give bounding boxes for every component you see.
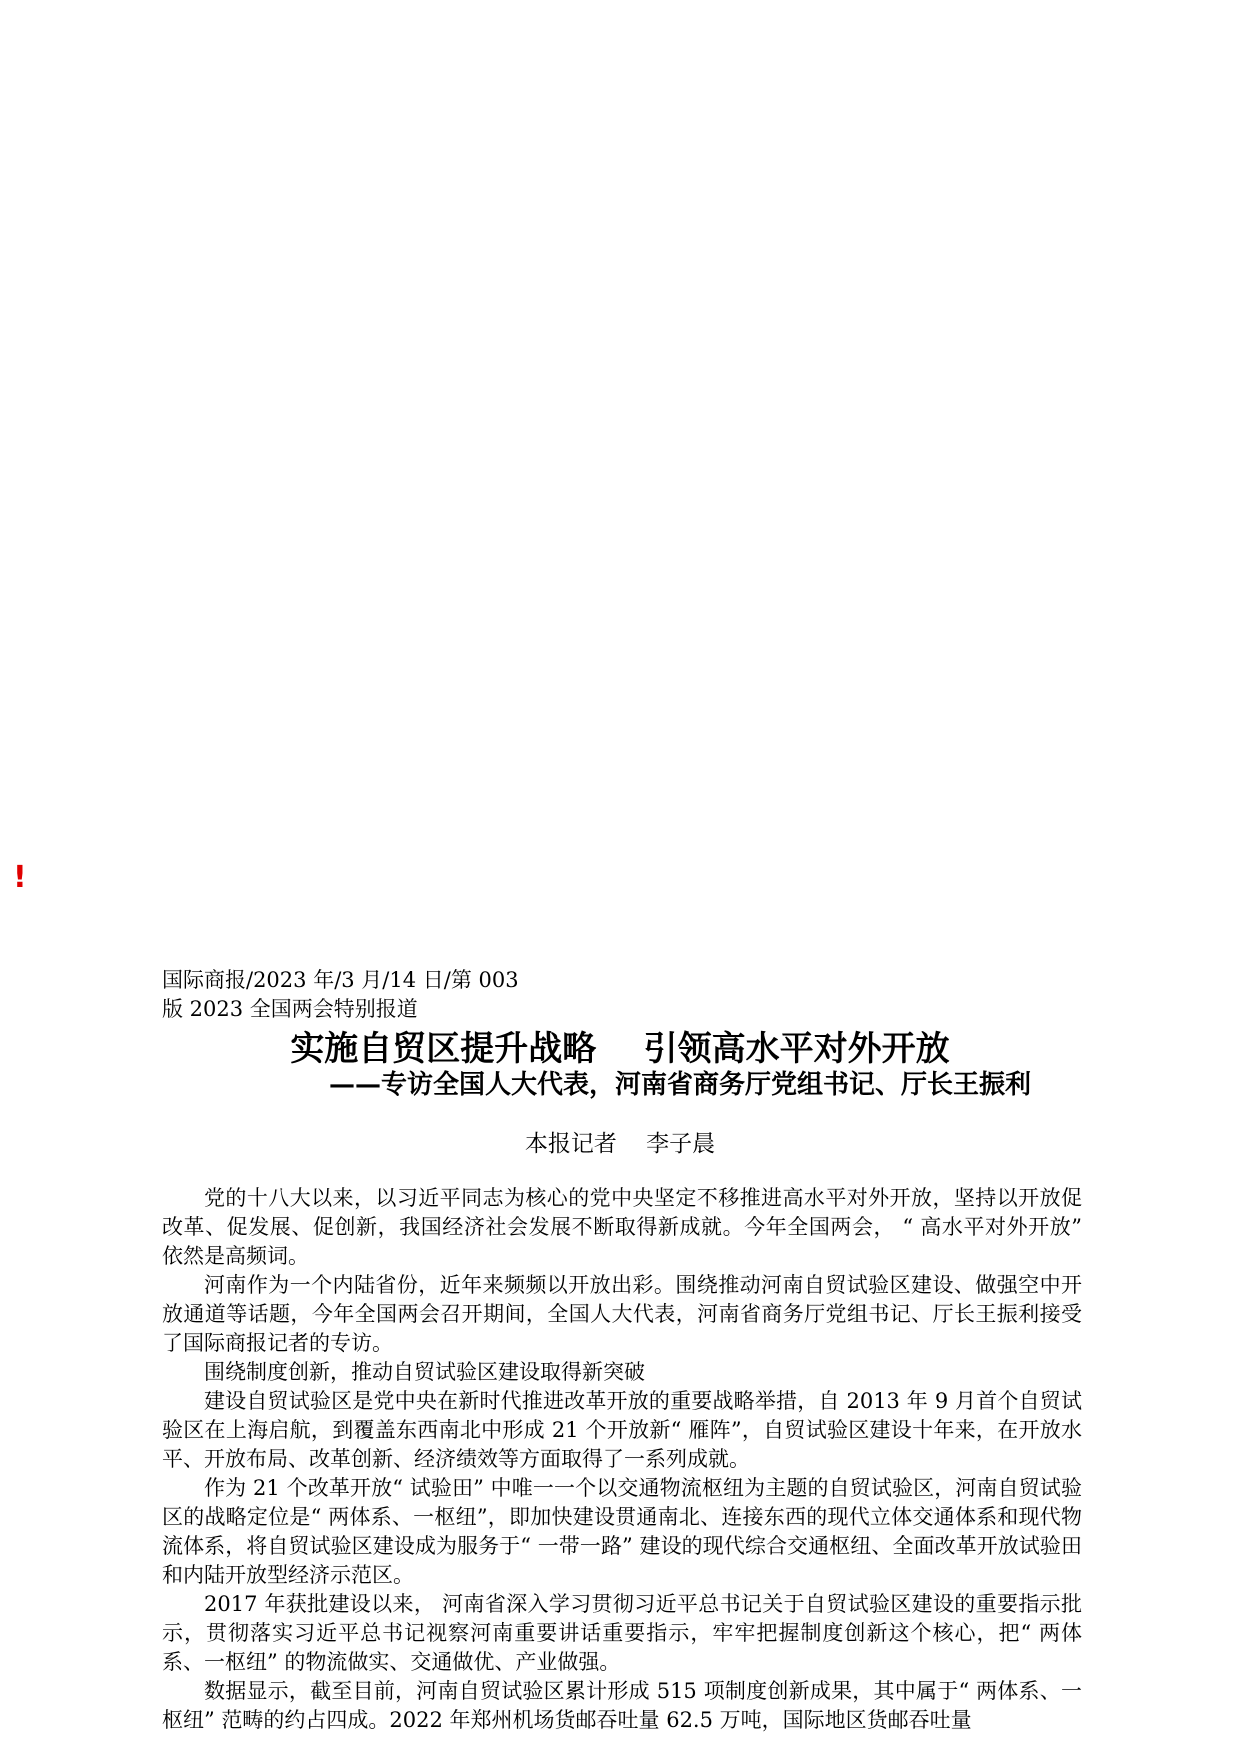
article-subtitle (0, 1068, 1240, 1102)
article-subtitle-text: ——专访全国人大代表，河南省商务厅党组书记、厅长王振利 (328, 1070, 1031, 1100)
publication-info: 国际商报/2023 年/3 月/14 日/第 003 (162, 968, 519, 992)
body-paragraph: 党的十八大以来，以习近平同志为核心的党中央坚定不移推进高水平对外开放，坚持以开放促改革、促发展、促创新，我国经济社会发展不断取得新成就。今年全国两会， “ 高水平对外开放” 依然是高频词。 (162, 1186, 1082, 1268)
margin-mark: ! (13, 860, 27, 895)
body-paragraph: 作为 21 个改革开放“ 试验田” 中唯一一个以交通物流枢纽为主题的自贸试验区，河南自贸试验区的战略定位是“ 两体系、一枢纽”，即加快建设贯通南北、连接东西的现代立体交通体系和现代物流体系，将自贸试验区建设成为服务于“ 一带一路” 建设的现代综合交通枢纽、全面改革开放试验田和内陆开放型经济示范区。 (162, 1476, 1082, 1587)
section-heading: 围绕制度创新，推动自贸试验区建设取得新突破 (204, 1360, 645, 1384)
article-byline: 本报记者 李子晨 (524, 1131, 716, 1157)
body-paragraph: 建设自贸试验区是党中央在新时代推进改革开放的重要战略举措，自 2013 年 9 月首个自贸试验区在上海启航，到覆盖东西南北中形成 21 个开放新“ 雁阵”，自贸试验区建设十年来，在开放水平、开放布局、改革创新、经济绩效等方面取得了一系列成就。 (162, 1389, 1082, 1471)
article-title: 实施自贸区提升战略 引领高水平对外开放 (290, 1029, 950, 1069)
edition-info: 版 2023 全国两会特别报道 (162, 997, 418, 1021)
body-paragraph: 数据显示，截至目前，河南自贸试验区累计形成 515 项制度创新成果，其中属于“ 两体系、一枢纽” 范畴的约占四成。2022 年郑州机场货邮吞吐量 62.5 万吨，国际地区货邮吞吐量 (162, 1679, 1082, 1732)
article-body (162, 1184, 1082, 1735)
body-paragraph: 河南作为一个内陆省份，近年来频频以开放出彩。围绕推动河南自贸试验区建设、做强空中开放通道等话题，今年全国两会召开期间，全国人大代表，河南省商务厅党组书记、厅长王振利接受了国际商报记者的专访。 (162, 1273, 1082, 1355)
body-paragraph: 2017 年获批建设以来， 河南省深入学习贯彻习近平总书记关于自贸试验区建设的重要指示批示，贯彻落实习近平总书记视察河南重要讲话重要指示，牢牢把握制度创新这个核心，把“ 两体系、一枢纽” 的物流做实、交通做优、产业做强。 (162, 1592, 1082, 1674)
